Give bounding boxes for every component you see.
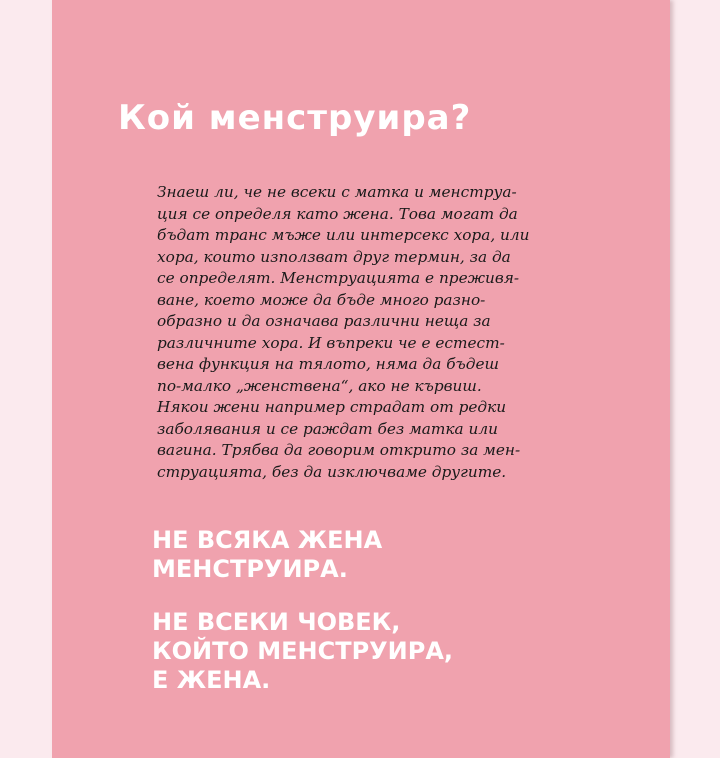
body-paragraph	[157, 182, 562, 483]
paragraph-line: хора, които използват друг термин, за да	[157, 247, 511, 266]
page-title: Кой менструира?	[118, 98, 472, 138]
paragraph-line: образно и да означава различни неща за	[157, 312, 491, 330]
slogan-line: НЕ ВСЕКИ ЧОВЕК,	[152, 608, 401, 636]
paragraph-line: заболявания и се раждат без матка или	[157, 419, 498, 438]
slogan-not-every-woman	[152, 526, 382, 584]
slogan-line: НЕ ВСЯКА ЖЕНА	[152, 526, 383, 554]
slogan-not-every-person	[152, 608, 453, 695]
book-page	[52, 0, 670, 758]
paragraph-line: струацията, без да изключваме другите.	[157, 462, 507, 481]
paragraph-line: се определят. Менструацията е преживя-	[157, 269, 520, 287]
slogan-line: КОЙТО МЕНСТРУИРА,	[152, 637, 454, 665]
paragraph-line: Някои жени например страдат от редки	[157, 398, 507, 416]
paragraph-line: ване, което може да бъде много разно-	[157, 290, 486, 309]
paragraph-line: различните хора. И въпреки че е естест-	[157, 333, 505, 352]
paragraph-line: Знаеш ли, че не всеки с матка и менструа-	[157, 183, 517, 201]
paragraph-line: вагина. Трябва да говорим открито за мен-	[157, 441, 521, 459]
paragraph-line: вена функция на тялото, няма да бъдеш	[157, 355, 499, 373]
paragraph-line: ция се определя като жена. Това могат да	[157, 204, 518, 223]
slogan-line: МЕНСТРУИРА.	[152, 555, 348, 583]
paragraph-line: бъдат транс мъже или интерсекс хора, или	[157, 226, 530, 244]
slogan-line: Е ЖЕНА.	[152, 666, 271, 694]
paragraph-line: по-малко „женствена“, ако не кървиш.	[157, 376, 482, 395]
